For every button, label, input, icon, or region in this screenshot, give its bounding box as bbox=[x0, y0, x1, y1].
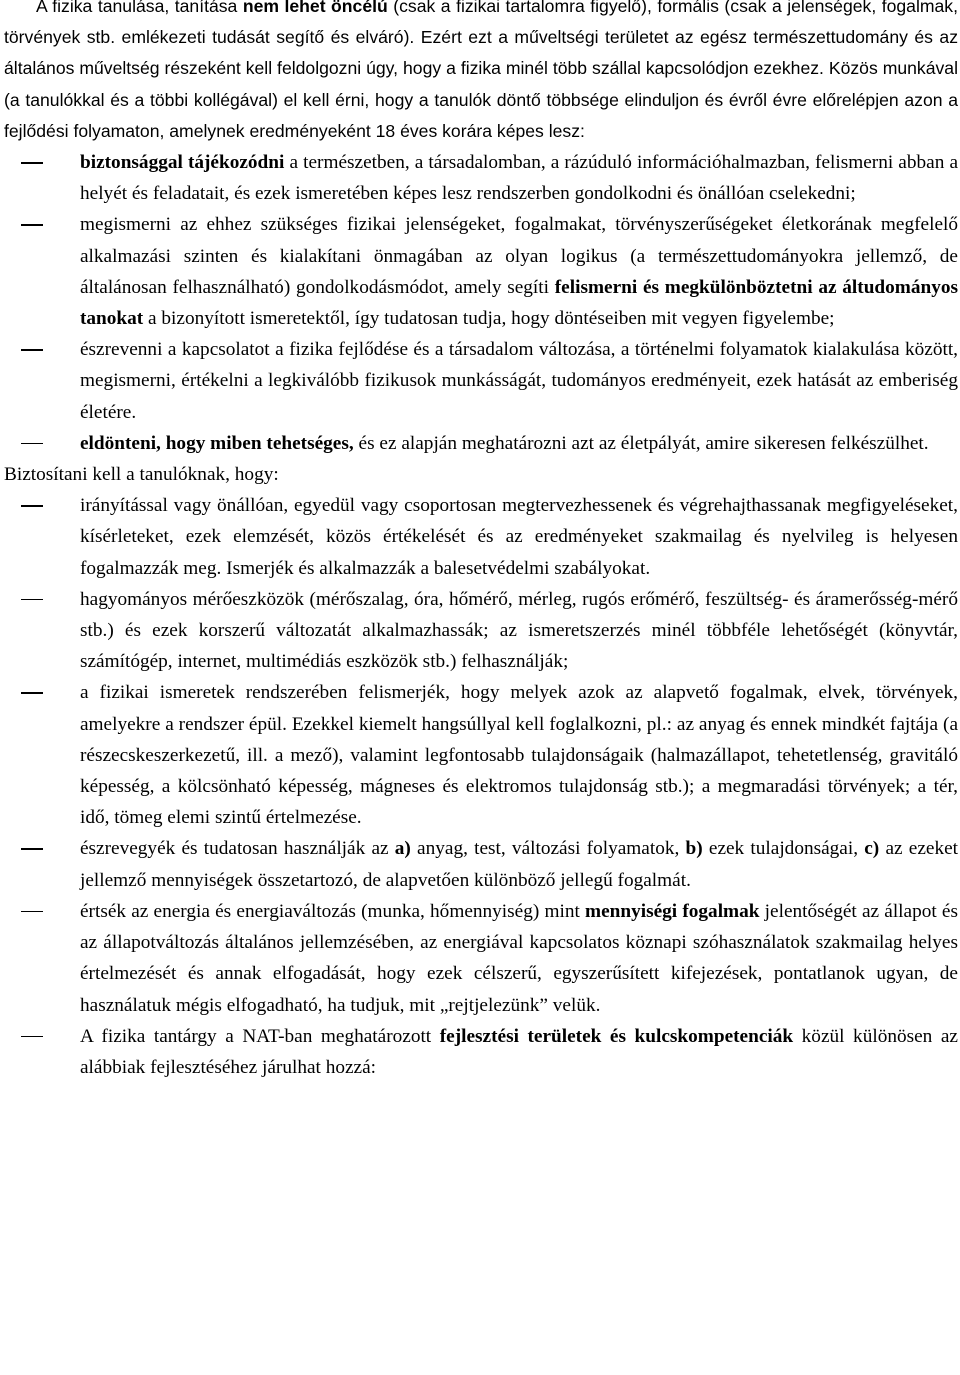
list-item bbox=[4, 490, 958, 584]
item-text: a bizonyított ismeretektől, így tudatosan tudja, hogy döntéseiben mit vegyen figyelembe; bbox=[143, 308, 835, 330]
list-item bbox=[4, 896, 958, 1021]
item-emphasis: a) bbox=[394, 838, 411, 860]
item-text: hagyományos mérőeszközök (mérőszalag, óra, hőmérő, mérleg, rugós erőmérő, feszültség- és áramerősség-mérő stb.) és ezek korszerű változatát alkalmazhassák; az ismeretszerzés minél többféle lehetőségét (könyvtár, számítógép, internet, multimédiás eszközök stb.) felhasználják; bbox=[80, 588, 958, 673]
list-item bbox=[4, 334, 958, 428]
list-item bbox=[4, 677, 958, 833]
item-emphasis: felismerni és megkülönböztetni az áltudományos tanokat bbox=[80, 276, 958, 330]
list-item bbox=[4, 584, 958, 678]
item-text: értsék az energia és energiaváltozás (munka, hőmennyiség) mint bbox=[80, 900, 586, 922]
item-text: jelentőségét az állapot és az állapotváltozás általános jellemzésében, az energiával kapcsolatos köznapi szóhasználatok szakmailag helyes értelmezését és annak elfogadását, hogy ezek célszerű, egyszerűsített kifejezések, pontatlanok ugyan, de használatuk mégis elfogadható, ha tudjuk, mit „rejtjelezünk” velük. bbox=[80, 900, 958, 1016]
item-text: a természetben, a társadalomban, a rázúduló információhalmazban, felismerni abban a helyét és feladatait, és ezek ismeretében képes lesz rendszerben gondolkodni és önállóan cselekedni; bbox=[80, 152, 958, 205]
competency-list bbox=[4, 147, 958, 459]
item-text: közül különösen az alábbiak fejlesztéséhez járulhat hozzá: bbox=[80, 1025, 958, 1078]
list-item bbox=[4, 147, 958, 209]
list-item bbox=[4, 428, 958, 459]
item-text: észrevegyék és tudatosan használják az bbox=[80, 838, 395, 860]
list-item bbox=[4, 833, 958, 895]
item-text: észrevenni a kapcsolatot a fizika fejlődése és a társadalom változása, a történelmi folyamatok kialakulása között, megismerni, értékelni a legkiválóbb fizikusok munkásságát, tudományos eredményeit, ezek hatását az emberiség életére. bbox=[80, 339, 958, 423]
intro-text-goal: Közös munkával (a tanulókkal és a többi kollégával) el kell érni, hogy a tanulók döntő többsége elinduljon és évről évre előrelépjen azon a fejlődési folyamaton, amelynek eredményeként 18 éves korára képes lesz: bbox=[4, 58, 959, 141]
item-emphasis: biztonsággal tájékozódni bbox=[80, 152, 285, 174]
item-text: A fizika tantárgy a NAT-ban meghatározott bbox=[80, 1025, 440, 1047]
intro-emphasis: nem lehet öncélú bbox=[242, 0, 388, 16]
item-emphasis: fejlesztési területek és kulcskompetenciák bbox=[439, 1025, 794, 1047]
section-heading: Biztosítani kell a tanulóknak, hogy: bbox=[4, 464, 279, 486]
item-emphasis: eldönteni, hogy miben tehetséges, bbox=[80, 432, 354, 454]
item-text: az ezeket jellemző mennyiségek összetartozó, de alapvetően különböző jellegű fogalmát. bbox=[80, 838, 958, 891]
requirements-list bbox=[4, 490, 958, 1083]
intro-text-start: A fizika tanulása, tanítása bbox=[36, 0, 243, 16]
item-text: és ez alapján meghatározni azt az életpályát, amire sikeresen felkészülhet. bbox=[353, 432, 929, 454]
list-item bbox=[4, 209, 958, 334]
intro-paragraph bbox=[4, 0, 958, 147]
intro-text-rest: (csak a fizikai tartalomra figyelő), formális (csak a jelenségek, fogalmak, törvények stb. emlékezeti tudását segítő és elváró). Ezért ezt a műveltségi területet az egész természettudomány és az általános műveltség részeként kell feldolgozni úgy, hogy a fizika minél több szállal kapcsolódjon ezekhez. bbox=[4, 0, 958, 79]
item-emphasis: mennyiségi fogalmak bbox=[585, 900, 760, 922]
item-text: anyag, test, változási folyamatok, bbox=[410, 838, 686, 860]
item-text: irányítással vagy önállóan, egyedül vagy csoportosan megtervezhessenek és végrehajthassanak megfigyeléseket, kísérleteket, ezek elemzését, közös értékelését és az eredményeket szakmailag és nyelvileg is helyesen fogalmazzák meg. Ismerjék és alkalmazzák a balesetvédelmi szabályokat. bbox=[80, 495, 958, 579]
item-text: megismerni az ehhez szükséges fizikai jelenségeket, fogalmakat, törvényszerűségeket életkorának megfelelő alkalmazási szinten és kialakítani önmagában az olyan logikus (a természettudományokra jellemző, de általánosan felhasználható) gondolkodásmódot, amely segíti bbox=[80, 214, 958, 298]
item-emphasis: c) bbox=[864, 838, 880, 860]
item-text: a fizikai ismeretek rendszerében felismerjék, hogy melyek azok az alapvető fogalmak, elvek, törvények, amelyekre a rendszer épül. Ezekkel kiemelt hangsúllyal kell foglalkozni, pl.: az anyag és ennek mindkét fajtája (a részecskeszerkezetű, ill. a mező), valamint legfontosabb tulajdonságaik (halmazállapot, tehetetlenség, gravitáló képesség, a kölcsönható képesség, mágneses és elektromos tulajdonság stb.); a megmaradási törvények; a tér, idő, tömeg elemi szintű értelmezése. bbox=[80, 682, 958, 829]
item-text: ezek tulajdonságai, bbox=[702, 838, 865, 860]
item-emphasis: b) bbox=[685, 838, 703, 860]
list-item bbox=[4, 1021, 958, 1083]
